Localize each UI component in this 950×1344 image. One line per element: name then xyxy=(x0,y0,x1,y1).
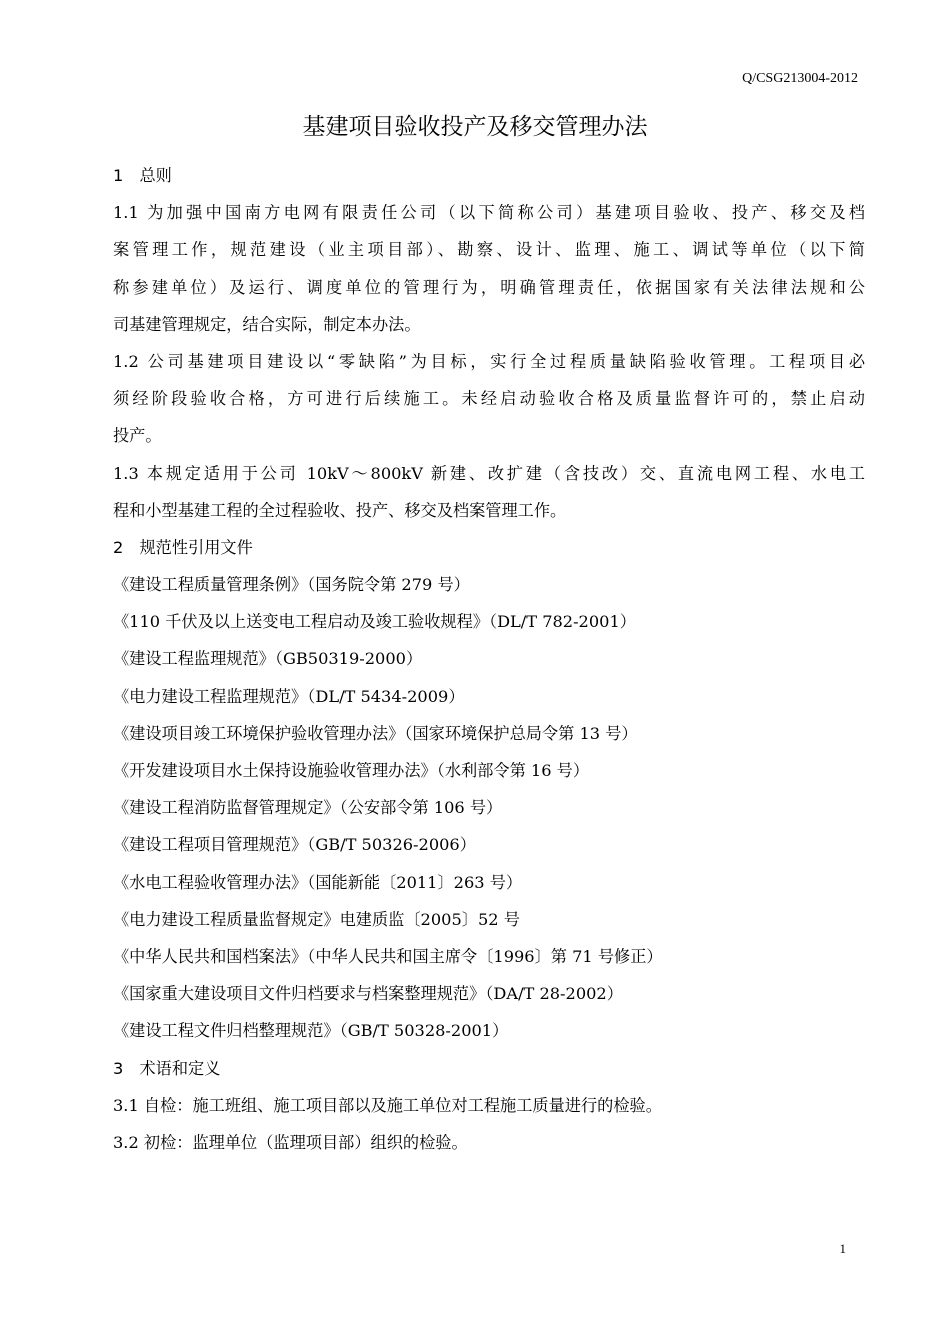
paragraph-1-1-line: 司基建管理规定，结合实际，制定本办法。 xyxy=(113,314,421,334)
page-number: 1 xyxy=(839,1241,846,1256)
document-body xyxy=(113,157,865,1161)
reference-item: 《建设工程消防监督管理规定》（公安部令第 106 号） xyxy=(113,798,503,818)
paragraph-1-3-line: 1.3 本规定适用于公司 10kV～800kV 新建、改扩建（含技改）交、直流电网工程、水电工 xyxy=(113,463,865,483)
paragraph-1-2-line: 1.2 公司基建项目建设以“零缺陷”为目标，实行全过程质量缺陷验收管理。工程项目必 xyxy=(113,351,865,371)
reference-item: 《建设工程监理规范》（GB50319-2000） xyxy=(113,649,423,669)
reference-item: 《建设工程项目管理规范》（GB/T 50326-2006） xyxy=(113,835,476,855)
reference-item: 《电力建设工程质量监督规定》电建质监〔2005〕52 号 xyxy=(113,909,520,929)
section-heading-2: 2 规范性引用文件 xyxy=(113,537,253,557)
reference-item: 《建设工程质量管理条例》（国务院令第 279 号） xyxy=(113,575,470,595)
section-heading-1: 1 总则 xyxy=(113,166,172,185)
definition-3-2: 3.2 初检：监理单位（监理项目部）组织的检验。 xyxy=(113,1132,468,1152)
reference-item: 《建设工程文件归档整理规范》（GB/T 50328-2001） xyxy=(113,1021,509,1041)
paragraph-1-1-line: 称参建单位）及运行、调度单位的管理行为，明确管理责任，依据国家有关法律法规和公 xyxy=(113,277,865,297)
section-heading-3: 3 术语和定义 xyxy=(113,1058,221,1078)
paragraph-1-1-line: 案管理工作，规范建设（业主项目部）、勘察、设计、监理、施工、调试等单位（以下简 xyxy=(113,240,865,260)
definition-3-1: 3.1 自检：施工班组、施工项目部以及施工单位对工程施工质量进行的检验。 xyxy=(113,1095,662,1115)
reference-item: 《建设项目竣工环境保护验收管理办法》（国家环境保护总局令第 13 号） xyxy=(113,723,638,743)
reference-item: 《110 千伏及以上送变电工程启动及竣工验收规程》（DL/T 782-2001） xyxy=(113,612,636,632)
reference-item: 《中华人民共和国档案法》（中华人民共和国主席令〔1996〕第 71 号修正） xyxy=(113,946,663,966)
reference-item: 《国家重大建设项目文件归档要求与档案整理规范》（DA/T 28-2002） xyxy=(113,984,623,1004)
reference-item: 《开发建设项目水土保持设施验收管理办法》（水利部令第 16 号） xyxy=(113,761,590,780)
paragraph-1-1-line: 1.1 为加强中国南方电网有限责任公司（以下简称公司）基建项目验收、投产、移交及档 xyxy=(113,203,865,223)
paragraph-1-2-line: 须经阶段验收合格，方可进行后续施工。未经启动验收合格及质量监督许可的，禁止启动 xyxy=(113,389,865,409)
document-code: Q/CSG213004-2012 xyxy=(742,71,858,86)
paragraph-1-3-line: 程和小型基建工程的全过程验收、投产、移交及档案管理工作。 xyxy=(113,500,567,520)
reference-item: 《水电工程验收管理办法》（国能新能〔2011〕263 号） xyxy=(113,872,523,892)
paragraph-1-2-line: 投产。 xyxy=(113,426,162,446)
reference-item: 《电力建设工程监理规范》（DL/T 5434-2009） xyxy=(113,686,465,706)
document-title: 基建项目验收投产及移交管理办法 xyxy=(302,114,648,140)
